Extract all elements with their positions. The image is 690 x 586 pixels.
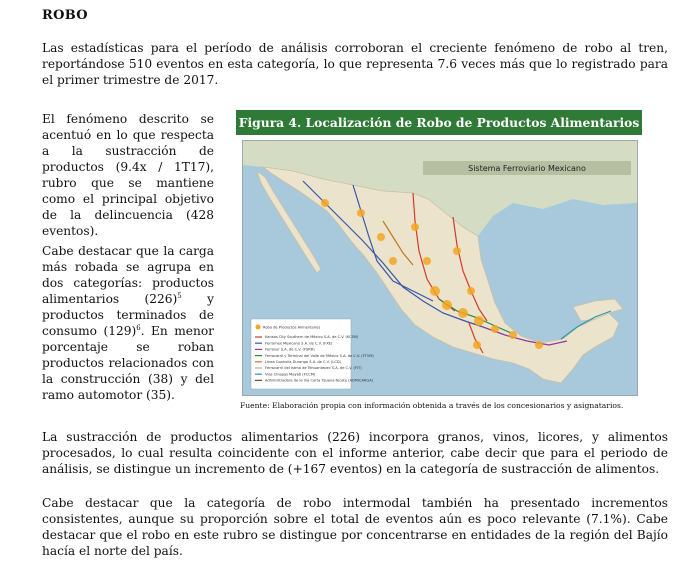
legend-item-label: Administradora de la Vía Corta Tijuana-Tecate (ADMICARGA) xyxy=(265,378,374,383)
legend-item-label: Ferromex Mexicano S.A. de C.V. (FXE) xyxy=(265,341,333,346)
footnote-ref-5[interactable]: 5 xyxy=(177,292,182,300)
hotspot xyxy=(509,331,517,339)
p3-text-b: y productos terminados de consumo (129) xyxy=(42,292,215,338)
hotspot xyxy=(321,199,329,207)
section-heading: ROBO xyxy=(42,8,88,23)
hotspot xyxy=(430,286,440,296)
hotspot xyxy=(389,257,397,265)
map-banner-text: Sistema Ferroviario Mexicano xyxy=(468,164,586,173)
figure-map xyxy=(236,110,642,396)
map-image xyxy=(242,140,638,396)
legend-item-label: Línea Coahuila Durango S.A. de C.V. (LCD) xyxy=(265,360,342,364)
hotspot xyxy=(535,341,543,349)
hotspot xyxy=(357,209,365,217)
hotspot xyxy=(377,233,385,241)
legend-item-label: Ferrosur S.A. de C.V. (FSRR) xyxy=(265,347,315,352)
footnote-ref-6[interactable]: 6 xyxy=(136,324,141,332)
hotspot xyxy=(474,316,484,326)
legend-hotspot-icon xyxy=(256,325,261,330)
paragraph-sustraccion: El fenómeno descrito se acentuó en lo que respecta a la sustracción de productos (9.4x / 1T17), rubro que se mantiene como el principal objetivo de la delincuencia (428 eventos). xyxy=(42,112,214,238)
figure-title: Figura 4. Localización de Robo de Productos Alimentarios xyxy=(236,110,642,135)
paragraph-carga-robada xyxy=(42,243,214,403)
paragraph-intro: Las estadísticas para el período de análisis corroboran el creciente fenómeno de robo al tren, reportándose 510 eventos en esta categoría, lo que representa 7.6 veces más que lo registrado para el primer trimestre de 2017. xyxy=(42,41,668,87)
figure-source: Fuente: Elaboración propia con información obtenida a través de los concesionarios y asignatarios. xyxy=(240,401,624,410)
hotspot xyxy=(473,341,481,349)
legend-title: Robo de Productos Alimentarios xyxy=(263,325,321,330)
hotspot xyxy=(442,300,452,310)
legend-item-label: Vías Chiapas Mayab (FCCM) xyxy=(265,372,316,377)
legend-item-label: Ferrocarril del Istmo de Tehuantepec S.A. de C.V. (FIT) xyxy=(265,366,362,371)
paragraph-alimentarios: La sustracción de productos alimentarios (226) incorpora granos, vinos, licores, y alimentos procesados, lo cual resulta coincidente con el informe anterior, cabe decir que para el periodo de análisis, se distingue un incremento de (+167 eventos) en la categoría de sustracción de alimentos. xyxy=(42,430,668,476)
paragraph-intermodal: Cabe destacar que la categoría de robo intermodal también ha presentado incrementos consistentes, aunque su proporción sobre el total de eventos aún es poco relevante (7.1%). Cabe destacar que el robo en este rubro se distingue por concentrarse en entidades de la región del Bajío hacía el norte del país. xyxy=(42,496,668,558)
legend-item-label: Kansas City Southern de México S.A. de C.V. (KCSM) xyxy=(265,335,359,340)
hotspot xyxy=(467,287,475,295)
hotspot xyxy=(453,247,461,255)
legend-item-label: Ferrocarril y Terminal del Valle de México S.A. de C.V. (FTVM) xyxy=(265,353,374,358)
hotspot xyxy=(491,325,499,333)
p3-text-a: Cabe destacar que la carga más robada se agrupa en dos categorías: productos alimentarios (226) xyxy=(42,244,214,306)
mexico-map-svg xyxy=(243,141,637,395)
hotspot xyxy=(423,257,431,265)
hotspot xyxy=(458,308,468,318)
hotspot xyxy=(411,223,419,231)
p3-text-c: . En menor porcentaje se roban productos relacionados con la construcción (38) y del ramo automotor (35). xyxy=(42,324,214,402)
